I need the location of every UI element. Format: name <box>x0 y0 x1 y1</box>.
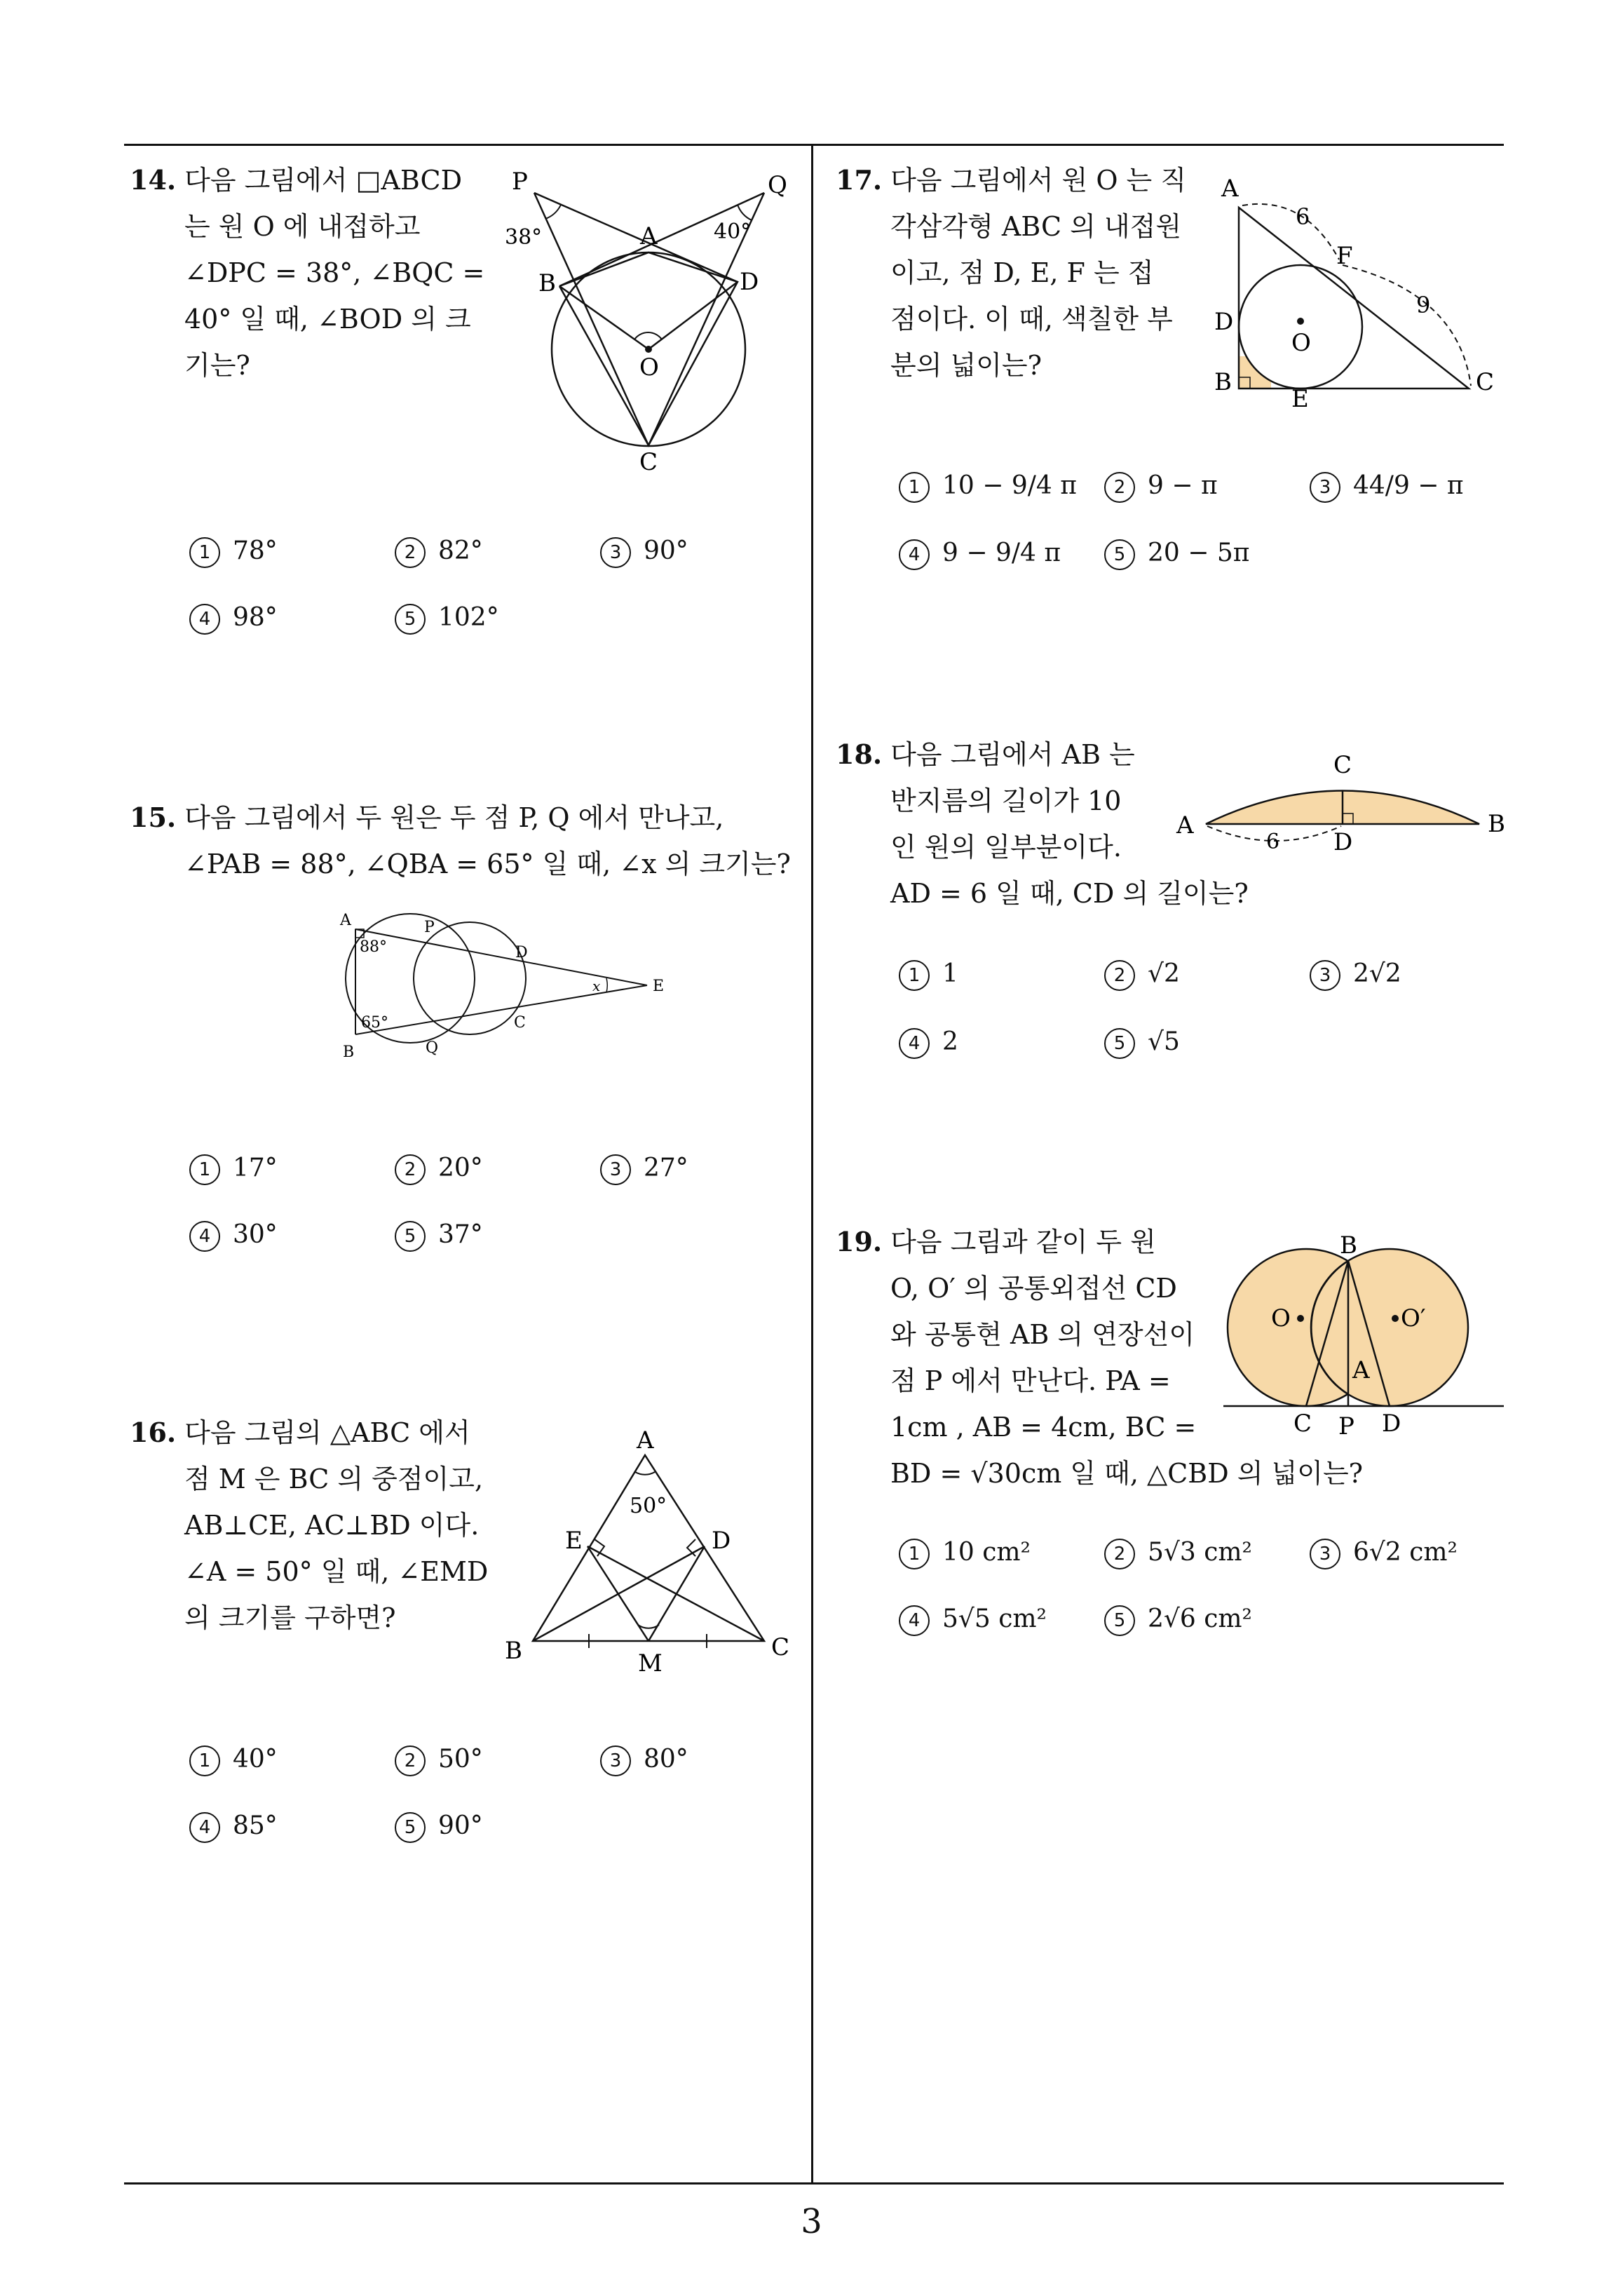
segment-me <box>588 1546 648 1641</box>
problem-19-text: 19. 다음 그림과 같이 두 원 O, O′ 의 공통외접선 CD 와 공통현 AB 의 연장선이 점 P 에서 만난다. PA = 1cm , AB = 4cm, BC = BD = √30cm 일 때, △CBD 의 넓이는? <box>836 1226 1364 1489</box>
label-a: A <box>1176 811 1194 839</box>
choice-14-3[interactable]: 3 90° <box>600 536 688 568</box>
label-m: M <box>638 1649 663 1677</box>
center-o-dot <box>1297 1315 1304 1322</box>
label-c: C <box>514 1014 526 1032</box>
label-b: B <box>343 1044 355 1061</box>
problem-16-text: 16. 다음 그림의 △ABC 에서 점 M 은 BC 의 중점이고, AB⊥CE, AC⊥BD 이다. ∠A = 50° 일 때, ∠EMD 의 크기를 구하면? <box>130 1417 489 1633</box>
label-ad: 6 <box>1266 830 1280 854</box>
label-b: B <box>1340 1231 1357 1260</box>
radius-ob <box>559 286 648 349</box>
choice-19-5[interactable]: 5 2√6 cm² <box>1104 1605 1252 1636</box>
choice-19-1[interactable]: 1 10 cm² <box>899 1538 1031 1569</box>
label-o: O <box>1291 329 1311 357</box>
dashed-arc-af <box>1242 204 1339 259</box>
line-ae <box>355 929 647 985</box>
choice-16-3[interactable]: 3 80° <box>600 1745 688 1776</box>
angle-b-label: 65° <box>361 1014 388 1032</box>
choice-14-2[interactable]: 2 82° <box>395 536 483 568</box>
choice-14-1[interactable]: 1 78° <box>189 536 278 568</box>
label-a: A <box>340 912 351 929</box>
line-pd <box>534 193 738 282</box>
label-o: O <box>1271 1304 1291 1332</box>
angle-arc-q <box>738 205 752 220</box>
label-c: C <box>639 448 658 476</box>
problem-19-figure <box>1223 1231 1518 1441</box>
label-d: D <box>712 1527 731 1555</box>
label-d: D <box>740 268 759 296</box>
problem-number: 14. <box>130 164 177 196</box>
choice-16-5[interactable]: 5 90° <box>395 1811 483 1843</box>
angle-arc-o <box>634 332 662 339</box>
center-o-prime-dot <box>1392 1315 1399 1322</box>
angle-arc-a <box>635 1472 655 1475</box>
problem-number: 17. <box>836 164 883 196</box>
choice-16-2[interactable]: 2 50° <box>395 1745 483 1776</box>
incircle <box>1239 265 1362 389</box>
line-be <box>355 985 647 1034</box>
choice-15-1[interactable]: 1 17° <box>189 1154 278 1185</box>
problem-18-text: 18. 다음 그림에서 AB 는 반지름의 길이가 10 인 원의 일부분이다. AD = 6 일 때, CD 의 길이는? <box>836 738 1249 909</box>
label-o: O <box>639 353 659 381</box>
problem-number: 18. <box>836 738 883 770</box>
page-number: 3 <box>801 2202 822 2241</box>
label-af: 6 <box>1296 203 1310 230</box>
angle-a-label: 50° <box>630 1494 667 1518</box>
choice-18-5[interactable]: 5 √5 <box>1104 1027 1180 1059</box>
choice-17-4[interactable]: 4 9 − 9/4 π <box>899 539 1061 570</box>
bottom-rule <box>124 2182 1504 2184</box>
label-fc: 9 <box>1416 292 1431 318</box>
choice-17-2[interactable]: 2 9 − π <box>1104 471 1218 503</box>
choice-15-3[interactable]: 3 27° <box>600 1154 688 1185</box>
label-q: Q <box>426 1039 439 1057</box>
choice-19-4[interactable]: 4 5√5 cm² <box>899 1605 1047 1636</box>
label-p: P <box>512 168 528 196</box>
problem-15-figure <box>312 908 691 1069</box>
choice-14-4[interactable]: 4 98° <box>189 603 278 635</box>
label-e: E <box>653 978 665 995</box>
label-c: C <box>1293 1410 1312 1438</box>
choice-16-4[interactable]: 4 85° <box>189 1811 278 1843</box>
label-c: C <box>771 1633 790 1661</box>
problem-18-figure <box>1171 743 1507 870</box>
label-a: A <box>1221 175 1239 203</box>
label-b: B <box>1488 810 1505 838</box>
problem-17-figure <box>1206 167 1500 412</box>
top-rule <box>124 144 1504 146</box>
center-dot <box>645 346 652 353</box>
label-c: C <box>1476 368 1495 396</box>
circle-right <box>414 922 526 1034</box>
label-q: Q <box>768 171 787 199</box>
problem-17-text: 17. 다음 그림에서 원 O 는 직 각삼각형 ABC 의 내접원 이고, 점 D, E, F 는 접 점이다. 이 때, 색칠한 부 분의 넓이는? <box>836 164 1187 381</box>
choice-16-1[interactable]: 1 40° <box>189 1745 278 1776</box>
column-divider <box>811 144 813 2183</box>
problem-14-figure <box>491 161 799 477</box>
label-p: P <box>424 919 435 936</box>
angle-p-label: 38° <box>505 225 543 250</box>
label-p: P <box>1338 1412 1354 1440</box>
choice-18-4[interactable]: 4 2 <box>899 1027 958 1059</box>
label-b: B <box>538 269 556 297</box>
problem-number: 19. <box>836 1226 883 1257</box>
label-d: D <box>1382 1410 1401 1438</box>
choice-17-5[interactable]: 5 20 − 5π <box>1104 539 1249 570</box>
label-d: D <box>1333 828 1353 856</box>
choice-18-1[interactable]: 1 1 <box>899 959 958 991</box>
label-o-prime: O′ <box>1401 1304 1426 1332</box>
choice-17-3[interactable]: 3 44/9 − π <box>1310 471 1464 503</box>
choice-15-5[interactable]: 5 37° <box>395 1220 483 1252</box>
problem-16-figure <box>498 1420 806 1687</box>
angle-q-label: 40° <box>714 220 752 244</box>
choice-19-2[interactable]: 2 5√3 cm² <box>1104 1538 1252 1569</box>
label-b: B <box>1214 368 1232 396</box>
choice-18-2[interactable]: 2 √2 <box>1104 959 1180 991</box>
label-d: D <box>515 944 528 961</box>
choice-14-5[interactable]: 5 102° <box>395 603 499 635</box>
choice-15-2[interactable]: 2 20° <box>395 1154 483 1185</box>
center-dot <box>1297 318 1304 325</box>
label-x: x <box>592 978 601 994</box>
choice-15-4[interactable]: 4 30° <box>189 1220 278 1252</box>
angle-arc-e <box>606 978 607 992</box>
label-a: A <box>1352 1356 1370 1384</box>
label-e: E <box>565 1527 583 1555</box>
problem-15-text: 15. 다음 그림에서 두 원은 두 점 P, Q 에서 만나고, ∠PAB = 88°, ∠QBA = 65° 일 때, ∠x 의 크기는? <box>130 802 791 879</box>
label-c: C <box>1333 751 1352 779</box>
line-pc <box>534 193 648 445</box>
choice-19-3[interactable]: 3 6√2 cm² <box>1310 1538 1458 1569</box>
angle-a-label: 88° <box>360 938 387 956</box>
label-a: A <box>637 1426 654 1454</box>
label-a: A <box>640 222 658 250</box>
choice-18-3[interactable]: 3 2√2 <box>1310 959 1401 991</box>
label-e: E <box>1291 385 1309 412</box>
problem-number: 16. <box>130 1417 177 1448</box>
problem-14-text: 14. 다음 그림에서 □ABCD 는 원 O 에 내접하고 ∠DPC = 38°, ∠BQC = 40° 일 때, ∠BOD 의 크 기는? <box>130 164 485 381</box>
angle-arc-p <box>545 205 561 219</box>
label-d: D <box>1214 308 1234 336</box>
problem-number: 15. <box>130 802 177 833</box>
label-f: F <box>1336 242 1353 270</box>
choice-17-1[interactable]: 1 10 − 9/4 π <box>899 471 1077 503</box>
label-b: B <box>505 1637 522 1665</box>
